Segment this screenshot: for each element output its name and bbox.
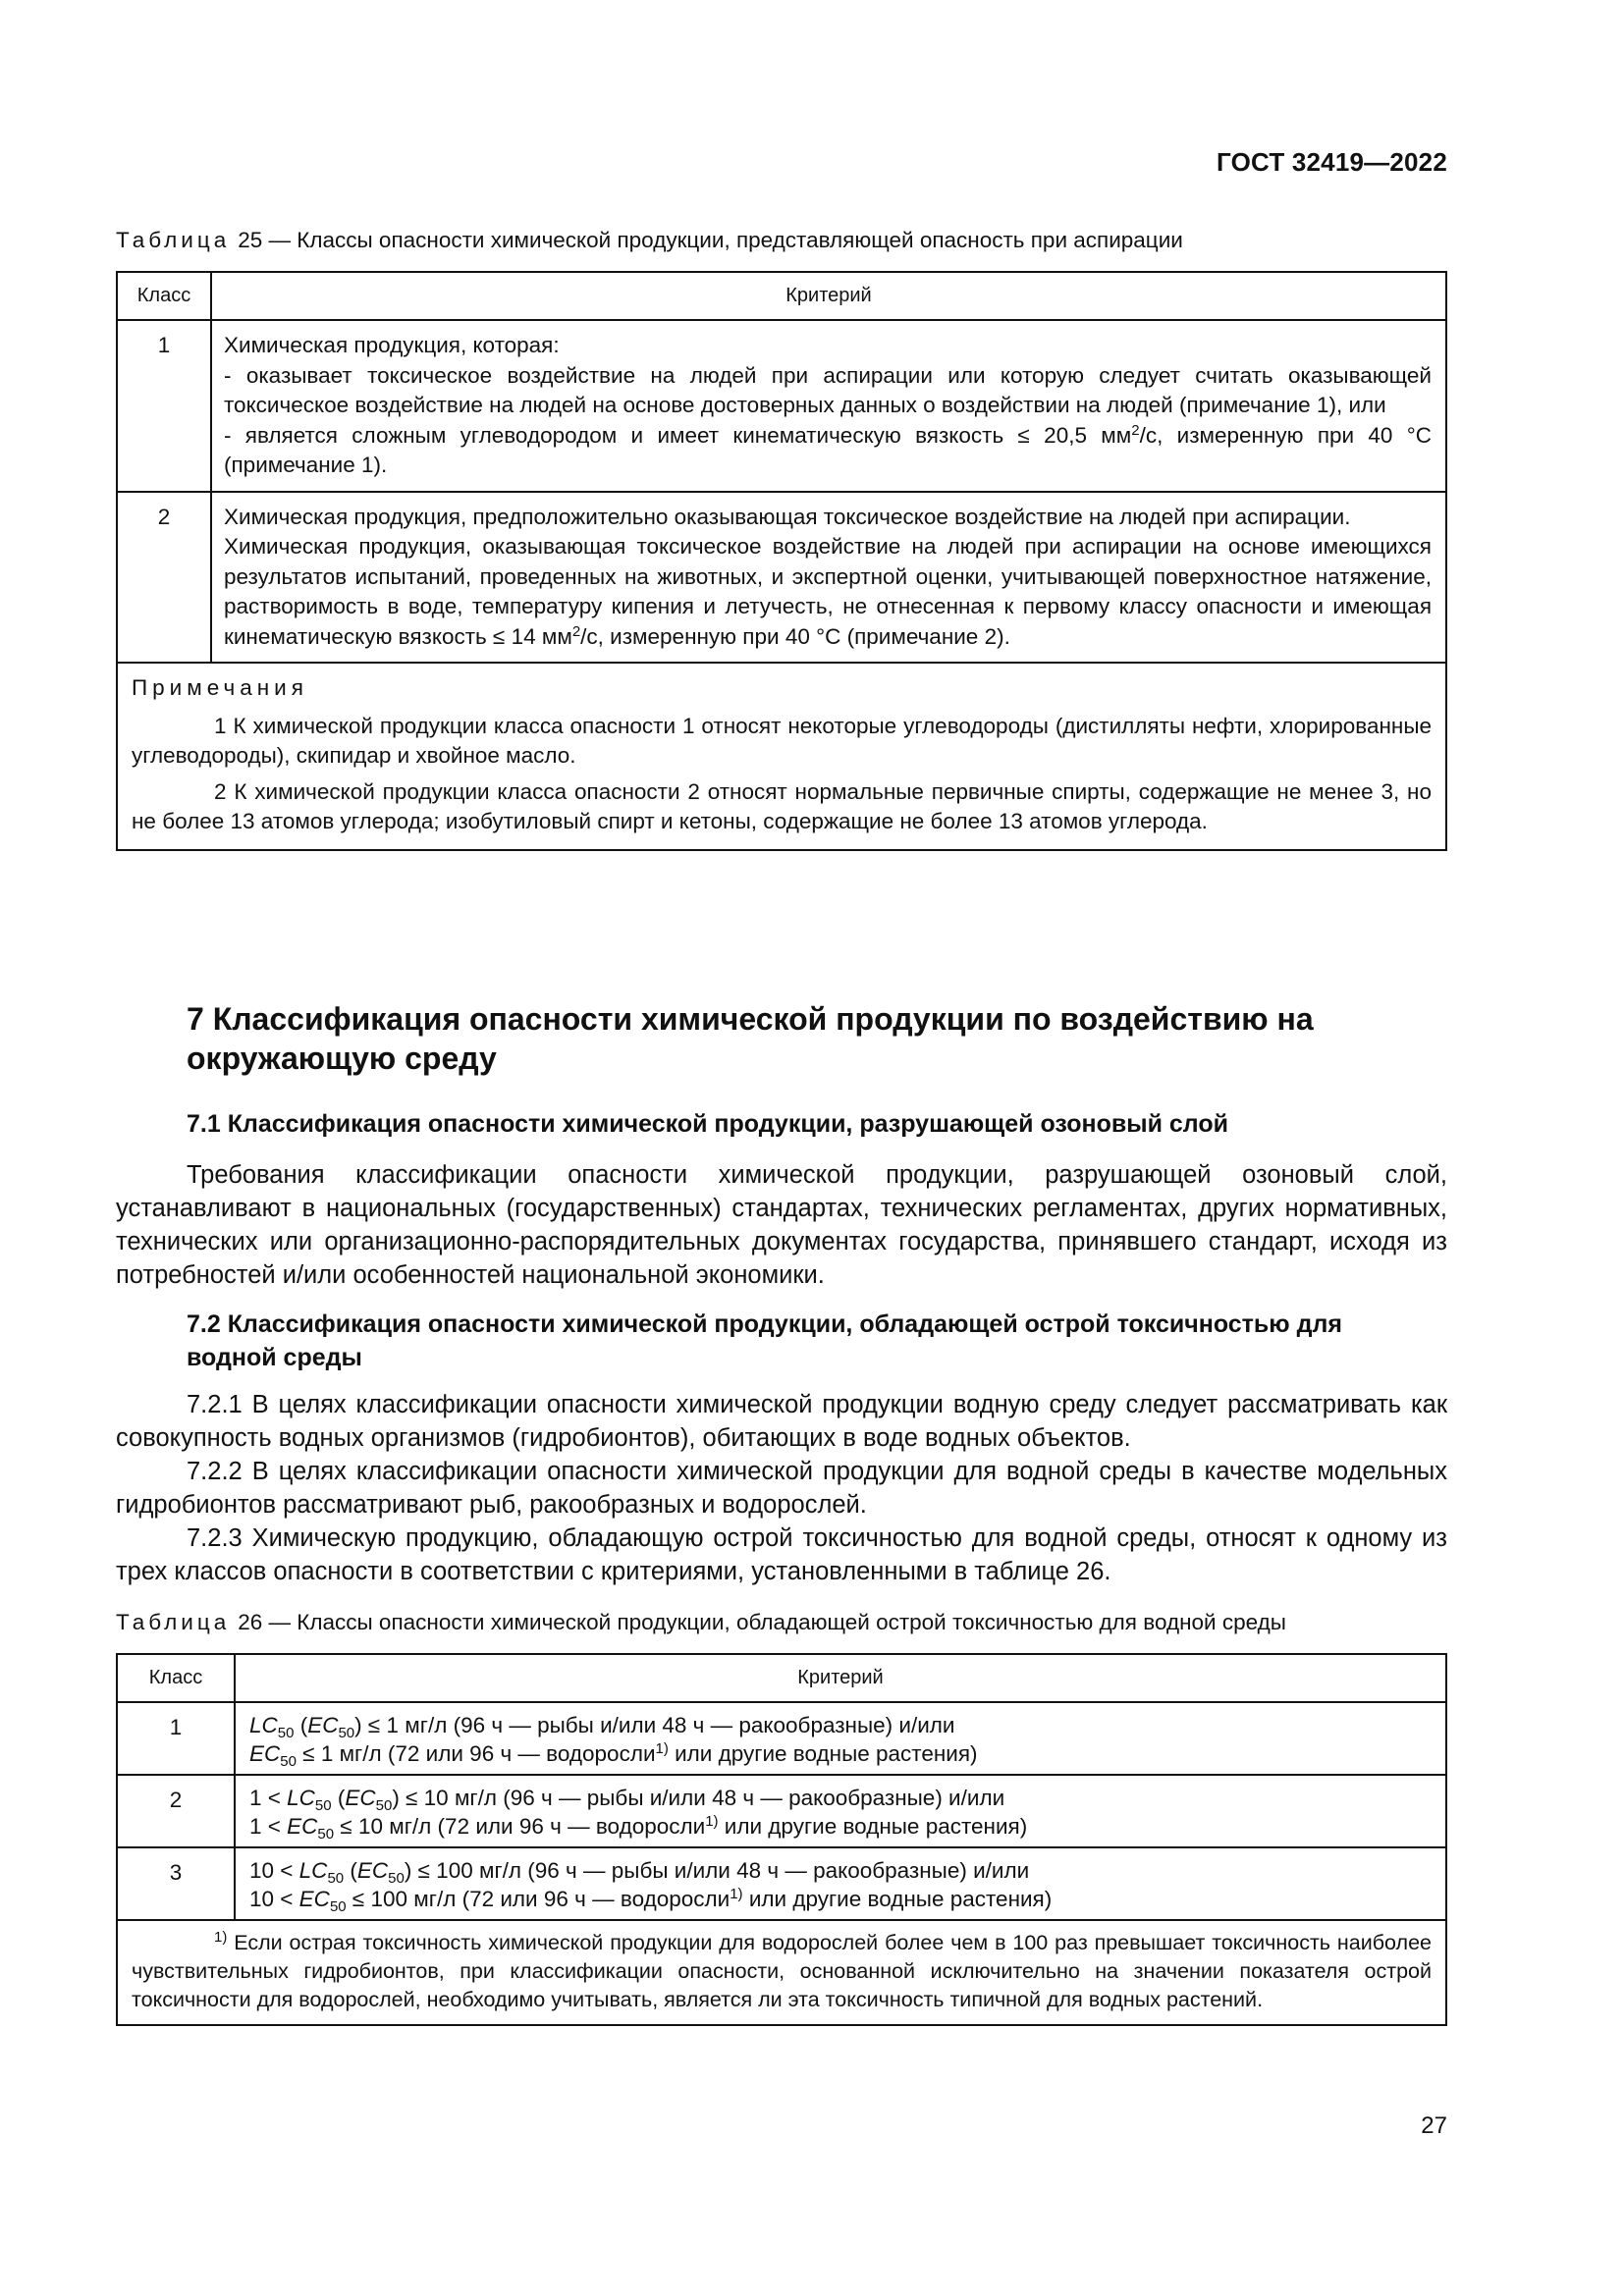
- criterion-cell: [235, 1702, 1446, 1775]
- criterion-line: Химическая продукция, оказывающая токсическое воздействие на людей при аспирации на основе имеющихся результатов испытаний, проведенных на животных, и экспертной оценки, учитывающей поверхностное натяжение, растворимость в воде, температуру кипения и летучесть, не отнесенная к первому классу опасности и имеющая кинематическую вязкость ≤ 14 $мм^2/с$, измеренную при 40 °С (примечание 2).: [224, 534, 1432, 649]
- table-row: [117, 1775, 1446, 1847]
- paragraph-7-2-2: 7.2.2 В целях классификации опасности химической продукции для водной среды в качестве модельных гидробионтов рассматривают рыб, ракообразных и водорослей.: [116, 1458, 1447, 1519]
- note-2: 2 К химической продукции класса опасности 2 относят нормальные первичные спирты, содержащие не менее 3, но не более 13 атомов углерода; изобутиловый спирт и кетоны, содержащие не более 13 атомов углерода.: [132, 778, 1432, 833]
- criterion-line: Химическая продукция, которая:: [224, 333, 560, 357]
- notes-title: Примечания: [132, 675, 308, 700]
- table-header-row: [117, 1654, 1446, 1702]
- table-row: [117, 492, 1446, 664]
- class-cell: 3: [117, 1847, 235, 1920]
- footnote-row: [117, 1920, 1446, 2025]
- class-cell: 2: [117, 492, 211, 664]
- standard-header: ГОСТ 32419—2022: [1217, 147, 1447, 177]
- col-header-criterion: Критерий: [235, 1654, 1446, 1702]
- table-25: [116, 271, 1447, 851]
- table-25-caption: [116, 226, 1451, 255]
- table-26-caption: [116, 1608, 1451, 1637]
- ec-line: $EC_{50} \le 1$ мг/л (72 или 96 ч — водоросли$^{1)}$ или другие водные растения): [249, 1740, 978, 1770]
- footnote-text: $^{1)}$ Если острая токсичность химической продукции для водорослей более чем в 100 раз превышает токсичность наиболее чувствительных гидробионтов, при классификации опасности, основанной исключительно на значении показателя острой токсичности для водорослей, необходимо учитывать, является ли эта токсичность типичной для водных растений.: [132, 1929, 1432, 2011]
- lc-line: $10 < LC_{50}$ $(EC_{50}) \le 100$ мг/л (96 ч — рыбы и/или 48 ч — ракообразные) и/или: [249, 1858, 1030, 1887]
- criterion-cell: [235, 1847, 1446, 1920]
- criterion-line: Химическая продукция, предположительно оказывающая токсическое воздействие на людей при аспирации.: [224, 504, 1351, 529]
- lc-line: $1 < LC_{50}$ $(EC_{50}) \le 10$ мг/л (96 ч — рыбы и/или 48 ч — ракообразные) и/или: [249, 1786, 1005, 1814]
- footnote-cell: [117, 1920, 1446, 2025]
- caption-text: 26 — Классы опасности химической продукции, обладающей острой токсичностью для водной среды: [238, 1610, 1286, 1634]
- table-header-row: [117, 272, 1446, 320]
- table-row: [117, 320, 1446, 492]
- notes-row: [117, 663, 1446, 850]
- ec-line: $10 < EC_{50} \le 100$ мг/л (72 или 96 ч — водоросли$^{1)}$ или другие водные растения): [249, 1886, 1053, 1915]
- page-number: 27: [1421, 2112, 1447, 2139]
- table-26: [116, 1653, 1447, 2026]
- caption-text: 25 — Классы опасности химической продукции, представляющей опасность при аспирации: [238, 228, 1183, 252]
- caption-label: Таблица: [116, 1610, 231, 1634]
- class-cell: 1: [117, 320, 211, 492]
- criterion-cell: [211, 492, 1446, 664]
- note-1: 1 К химической продукции класса опасности 1 относят некоторые углеводороды (дистилляты нефти, хлорированные углеводороды), скипидар и хвойное масло.: [132, 713, 1432, 768]
- notes-cell: [117, 663, 1446, 850]
- section-7-1-title: 7.1 Классификация опасности химической продукции, разрушающей озоновый слой: [187, 1110, 1228, 1138]
- criterion-line: - является сложным углеводородом и имеет кинематическую вязкость ≤ 20,5 $мм^2/с$, измеренную при 40 °С (примечание 1).: [224, 421, 1432, 477]
- col-header-class: Класс: [117, 1654, 235, 1702]
- class-cell: 1: [117, 1702, 235, 1775]
- col-header-criterion: Критерий: [211, 272, 1446, 320]
- paragraph-7-2-3: 7.2.3 Химическую продукцию, обладающую острой токсичностью для водной среды, относят к одному из трех классов опасности в соответствии с критериями, установленными в таблице 26.: [116, 1524, 1447, 1585]
- lc-line: $LC_{50}$ $(EC_{50}) \le 1$ мг/л (96 ч — рыбы и/или 48 ч — ракообразные) и/или: [249, 1713, 955, 1741]
- criterion-cell: [211, 320, 1446, 492]
- col-header-class: Класс: [117, 272, 211, 320]
- criterion-cell: [235, 1775, 1446, 1847]
- criterion-line: - оказывает токсическое воздействие на людей при аспирации или которую следует считать оказывающей токсическое воздействие на людей на основе достоверных данных о воздействии на людей (примечание 1), или: [224, 362, 1432, 417]
- section-7-1-body: [116, 1158, 1447, 1292]
- caption-label: Таблица: [116, 228, 231, 252]
- section-7-title: 7 Классификация опасности химической продукции по воздействию на окружающую среду: [187, 1001, 1314, 1076]
- paragraph: Требования классификации опасности химической продукции, разрушающей озоновый слой, устанавливают в национальных (государственных) стандартах, технических регламентах, других нормативных, технических или организационно-распорядительных документах государства, принявшего стандарт, исходя из потребностей и/или особенностей национальной экономики.: [116, 1161, 1447, 1289]
- table-row: [117, 1702, 1446, 1775]
- ec-line: $1 < EC_{50} \le 10$ мг/л (72 или 96 ч — водоросли$^{1)}$ или другие водные растения): [249, 1813, 1028, 1842]
- class-cell: 2: [117, 1775, 235, 1847]
- section-7-2-body: [116, 1388, 1447, 1588]
- paragraph-7-2-1: 7.2.1 В целях классификации опасности химической продукции водную среду следует рассматривать как совокупность водных организмов (гидробионтов), обитающих в воде водных объектов.: [116, 1391, 1447, 1452]
- table-row: [117, 1847, 1446, 1920]
- section-7-2-title: 7.2 Классификация опасности химической продукции, обладающей острой токсичностью для водной среды: [187, 1310, 1342, 1371]
